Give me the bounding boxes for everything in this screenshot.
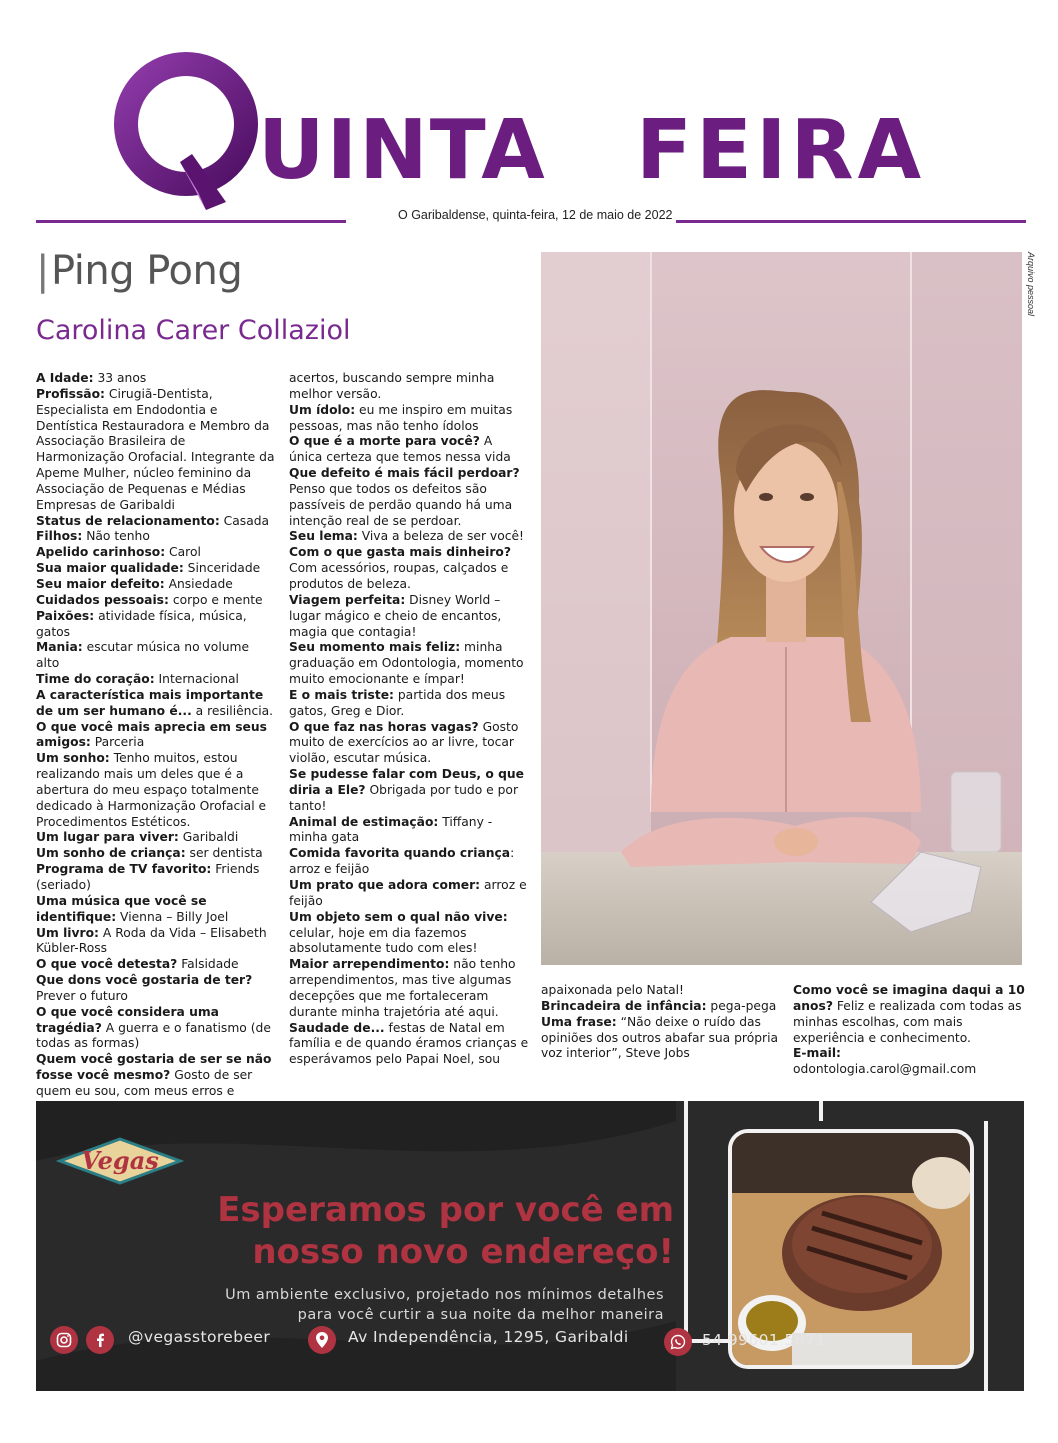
qa-item <box>36 371 276 387</box>
qa-item <box>36 387 276 514</box>
qa-question: Com o que gasta mais dinheiro? <box>289 545 512 560</box>
location-pin-icon <box>308 1326 336 1354</box>
qa-answer: A guerra e o fanatismo (de todas as formas) <box>36 1020 271 1051</box>
qa-answer: apaixonada pelo Natal! <box>541 983 684 997</box>
qa-item <box>36 926 276 958</box>
qa-question: Um lugar para viver: <box>36 830 179 845</box>
qa-question: Viagem perfeita: <box>289 592 406 607</box>
qa-answer: escutar música no volume alto <box>36 640 250 671</box>
column-2 <box>289 371 529 1068</box>
qa-answer: Tenho muitos, estou realizando mais um deles que é a abertura do meu espaço totalmente dedicado à Harmonização Orofacial e Procedimentos Estéticos. <box>36 751 267 829</box>
qa-item <box>289 846 529 878</box>
qa-item <box>36 846 276 862</box>
qa-item <box>36 894 276 926</box>
qa-question: O que você mais aprecia em seus amigos: <box>36 719 267 750</box>
qa-item <box>289 403 529 435</box>
qa-question: Seu lema: <box>289 529 358 544</box>
qa-item <box>36 514 276 530</box>
column-1 <box>36 371 276 1100</box>
qa-question: Filhos: <box>36 529 83 544</box>
column-4 <box>793 983 1028 1078</box>
qa-item <box>793 1046 1028 1078</box>
qa-item <box>289 957 529 1020</box>
qa-item <box>36 577 276 593</box>
qa-answer: Não tenho <box>82 529 150 544</box>
qa-answer: Parceria <box>90 735 145 750</box>
qa-item <box>289 545 529 593</box>
vegas-advertisement <box>36 1101 1024 1391</box>
qa-question: O que você considera uma tragédia? <box>36 1004 219 1035</box>
qa-answer: ser dentista <box>185 846 263 861</box>
masthead-rule-right <box>676 220 1026 223</box>
qa-question: Brincadeira de infância: <box>541 998 707 1013</box>
ad-headline-line2: nosso novo endereço! <box>252 1232 674 1272</box>
qa-item <box>36 609 276 641</box>
qa-item <box>289 1021 529 1069</box>
qa-item <box>793 983 1028 1046</box>
qa-item <box>289 371 529 403</box>
qa-question: Um sonho: <box>36 751 110 766</box>
qa-answer: Internacional <box>154 672 239 687</box>
qa-answer: A única certeza que temos nessa vida <box>289 434 511 465</box>
qa-item <box>289 434 529 466</box>
instagram-icon[interactable] <box>50 1326 78 1354</box>
qa-answer: Obrigada por tudo e por tanto! <box>289 782 519 813</box>
qa-item <box>289 878 529 910</box>
photo-credit: Arquivo pessoal <box>1026 252 1036 317</box>
qa-answer: celular, hoje em dia fazemos absolutamente tudo com eles! <box>289 925 478 956</box>
qa-answer: Tiffany - minha gata <box>289 814 493 845</box>
masthead-q-logo <box>114 42 264 212</box>
qa-item <box>541 983 781 999</box>
qa-question: Animal de estimação: <box>289 814 439 829</box>
qa-answer: minha graduação em Odontologia, momento muito emocionante e ímpar! <box>289 640 524 687</box>
masthead-title-feira: FEIRA <box>636 103 926 198</box>
portrait-illustration <box>541 252 1022 965</box>
qa-item <box>289 720 529 768</box>
qa-item <box>289 593 529 641</box>
qa-question: Uma música que você se identifique: <box>36 893 207 924</box>
qa-answer: Casada <box>219 513 270 528</box>
qa-question: Quem você gostaria de ser se não fosse você mesmo? <box>36 1052 272 1083</box>
section-bar: | <box>36 248 49 294</box>
qa-question: Apelido carinhoso: <box>36 545 166 560</box>
qa-question: Como você se imagina daqui a 10 anos? <box>793 983 1025 1013</box>
ad-address: Av Independência, 1295, Garibaldi <box>348 1328 629 1346</box>
qa-question: Maior arrependimento: <box>289 957 450 972</box>
vegas-logo-text: Vegas <box>81 1146 159 1175</box>
qa-answer: Vienna – Billy Joel <box>116 909 229 924</box>
ad-headline <box>154 1189 674 1273</box>
qa-answer: Prever o futuro <box>36 988 128 1003</box>
qa-question: Programa de TV favorito: <box>36 862 212 877</box>
qa-item <box>36 830 276 846</box>
qa-answer: : arroz e feijão <box>289 846 515 877</box>
interviewee-name: Carolina Carer Collaziol <box>36 315 351 346</box>
qa-question: Saudade de... <box>289 1020 385 1035</box>
qa-answer: partida dos meus gatos, Greg e Dior. <box>289 687 506 718</box>
qa-question: Status de relacionamento: <box>36 513 220 528</box>
qa-item <box>36 751 276 830</box>
qa-question: E-mail: <box>793 1046 841 1061</box>
qa-question: Sua maior qualidade: <box>36 561 184 576</box>
qa-answer: Friends (seriado) <box>36 862 260 892</box>
qa-question: Um ídolo: <box>289 402 356 417</box>
facebook-icon[interactable] <box>86 1326 114 1354</box>
qa-answer: Gosto de ser quem eu sou, com meus erros e <box>36 1068 253 1098</box>
qa-answer: Feliz e realizada com todas as minhas escolhas, com mais experiência e conhecimento. <box>793 998 1022 1045</box>
qa-item <box>36 720 276 752</box>
qa-question: Mania: <box>36 640 83 655</box>
masthead-rule-left <box>36 220 346 223</box>
qa-answer: arroz e feijão <box>289 878 527 908</box>
ad-subtext <box>154 1285 664 1325</box>
qa-answer: Cirugiã-Dentista, Especialista em Endodontia e Dentística Restauradora e Membro da Associação Brasileira de Harmonização Orofacial. Integrante da Apeme Mulher, núcleo feminino da Associação de Pequenas e Médias Empresas de Garibaldi <box>36 386 275 512</box>
qa-item <box>289 688 529 720</box>
qa-item <box>36 640 276 672</box>
qa-answer: Penso que todos os defeitos são passíveis de perdão quando há uma intenção real de se perdoar. <box>289 481 513 528</box>
qa-answer: Sinceridade <box>183 561 261 576</box>
qa-answer: Disney World – lugar mágico e cheio de encantos, magia que contagia! <box>289 592 502 639</box>
qa-answer: pega-pega <box>706 998 777 1013</box>
ad-headline-line1: Esperamos por você em <box>217 1190 674 1230</box>
section-heading <box>36 248 242 294</box>
qa-question: Seu maior defeito: <box>36 576 165 591</box>
qa-item <box>36 973 276 1005</box>
qa-answer: Ansiedade <box>164 576 233 591</box>
qa-item <box>36 688 276 720</box>
qa-question: A Idade: <box>36 371 94 385</box>
qa-item <box>36 672 276 688</box>
qa-answer: odontologia.carol@gmail.com <box>793 1062 977 1077</box>
qa-item <box>36 545 276 561</box>
qa-answer: “Não deixe o ruído das opiniões dos outros abafar sua própria voz interior”, Steve Jobs <box>541 1014 779 1061</box>
qa-question: Seu momento mais feliz: <box>289 640 461 655</box>
qa-question: O que você detesta? <box>36 957 178 972</box>
qa-item <box>36 1005 276 1053</box>
vegas-logo <box>56 1135 184 1187</box>
masthead <box>36 30 1026 225</box>
qa-item <box>36 1052 276 1100</box>
qa-answer: Carol <box>165 545 201 560</box>
qa-item <box>541 1015 781 1063</box>
qa-item <box>289 529 529 545</box>
qa-answer: eu me inspiro em muitas pessoas, mas não tenho ídolos <box>289 402 513 433</box>
qa-item <box>289 466 529 529</box>
qa-item <box>289 767 529 815</box>
ad-subtext-line2: para você curtir a sua noite da melhor maneira <box>297 1307 664 1323</box>
qa-question: A característica mais importante de um ser humano é... <box>36 687 264 718</box>
qa-question: Cuidados pessoais: <box>36 592 169 607</box>
qa-item <box>289 815 529 847</box>
qa-question: Um sonho de criança: <box>36 846 186 861</box>
qa-question: Time do coração: <box>36 672 155 687</box>
ad-phone[interactable]: 54 99601 5671 <box>702 1331 826 1349</box>
portrait-photo <box>541 252 1022 965</box>
qa-question: Uma frase: <box>541 1014 617 1029</box>
qa-question: O que faz nas horas vagas? <box>289 719 479 734</box>
qa-question: Se pudesse falar com Deus, o que diria a Ele? <box>289 767 524 797</box>
qa-answer: A Roda da Vida – Elisabeth Kübler-Ross <box>36 925 267 956</box>
qa-answer: Garibaldi <box>178 830 239 845</box>
qa-question: Profissão: <box>36 386 105 401</box>
qa-item <box>36 529 276 545</box>
qa-answer: corpo e mente <box>168 592 263 607</box>
masthead-title-uinta: UINTA <box>258 103 547 198</box>
qa-item <box>36 862 276 894</box>
whatsapp-icon[interactable] <box>664 1328 692 1356</box>
qa-item <box>36 593 276 609</box>
qa-answer: Falsidade <box>177 957 239 972</box>
qa-item <box>289 910 529 958</box>
qa-question: E o mais triste: <box>289 687 394 702</box>
qa-question: Um prato que adora comer: <box>289 878 481 892</box>
section-title: Ping Pong <box>50 248 243 294</box>
qa-answer: Viva a beleza de ser você! <box>357 529 524 544</box>
qa-answer: 33 anos <box>93 371 147 385</box>
qa-answer: Gosto muito de exercícios ao ar livre, tocar violão, escutar música. <box>289 719 519 766</box>
qa-question: Paixões: <box>36 608 95 623</box>
qa-answer: Com acessórios, roupas, calçados e produtos de beleza. <box>289 561 509 591</box>
qa-question: Comida favorita quando criança <box>289 846 511 861</box>
qa-item <box>36 957 276 973</box>
qa-item <box>36 561 276 577</box>
qa-item <box>289 640 529 688</box>
qa-answer: atividade física, música, gatos <box>36 608 247 639</box>
dateline: O Garibaldense, quinta-feira, 12 de maio de 2022 <box>398 208 673 222</box>
qa-answer: não tenho arrependimentos, mas tive algumas decepções que me fortaleceram durante minha trajetória até aqui. <box>289 957 516 1019</box>
qa-question: Que defeito é mais fácil perdoar? <box>289 466 520 481</box>
qa-answer: acertos, buscando sempre minha melhor versão. <box>289 371 495 401</box>
qa-answer: a resiliência. <box>191 703 274 718</box>
qa-question: O que é a morte para você? <box>289 434 480 449</box>
ad-subtext-line1: Um ambiente exclusivo, projetado nos mínimos detalhes <box>225 1287 664 1303</box>
qa-question: Que dons você gostaria de ter? <box>36 973 253 988</box>
ad-social-handle[interactable]: @vegasstorebeer <box>128 1328 271 1346</box>
qa-question: Um objeto sem o qual não vive: <box>289 909 508 924</box>
qa-question: Um livro: <box>36 925 99 940</box>
qa-item <box>541 999 781 1015</box>
column-3 <box>541 983 781 1062</box>
qa-answer: festas de Natal em família e de quando éramos crianças e esperávamos pelo Papai Noel, sou <box>289 1020 529 1067</box>
